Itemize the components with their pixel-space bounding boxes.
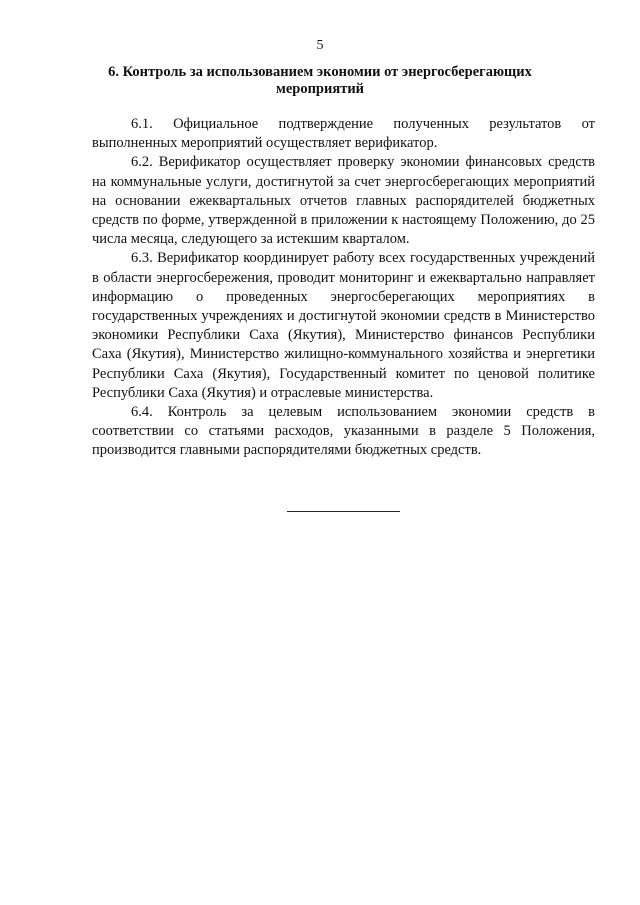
page-number: 5 <box>316 38 324 53</box>
paragraph-6-2: 6.2. Верификатор осуществляет проверку экономии финансовых средств на коммунальные услуги, достигнутой за счет энергосберегающих мероприятий на основании ежеквартальных отчетов главных распорядителей бюджетных средств по форме, утвержденной в приложении к настоящему Положению, до 25 числа месяца, следующего за истекшим кварталом. <box>92 154 595 248</box>
paragraph-6-1: 6.1. Официальное подтверждение полученных результатов от выполненных мероприятий осуществляет верификатор. <box>92 116 595 152</box>
end-separator-line <box>287 511 400 512</box>
document-body <box>92 115 595 461</box>
paragraph-6-4: 6.4. Контроль за целевым использованием экономии средств в соответствии со статьями расходов, указанными в разделе 5 Положения, производится главными распорядителями бюджетных средств. <box>92 404 595 459</box>
section-title: 6. Контроль за использованием экономии от энергосберегающих мероприятий <box>108 64 532 97</box>
paragraph-6-3: 6.3. Верификатор координирует работу всех государственных учреждений в области энергосбережения, проводит мониторинг и ежеквартально направляет информацию о проведенных энергосберегающих мероприятиях в государственных учреждениях и достигнутой экономии средств в Министерство экономики Республики Саха (Якутия), Министерство финансов Республики Саха (Якутия), Министерство жилищно-коммунального хозяйства и энергетики Республики Саха (Якутия), Государственный комитет по ценовой политике Республики Саха (Якутия) и отраслевые министерства. <box>92 250 595 401</box>
